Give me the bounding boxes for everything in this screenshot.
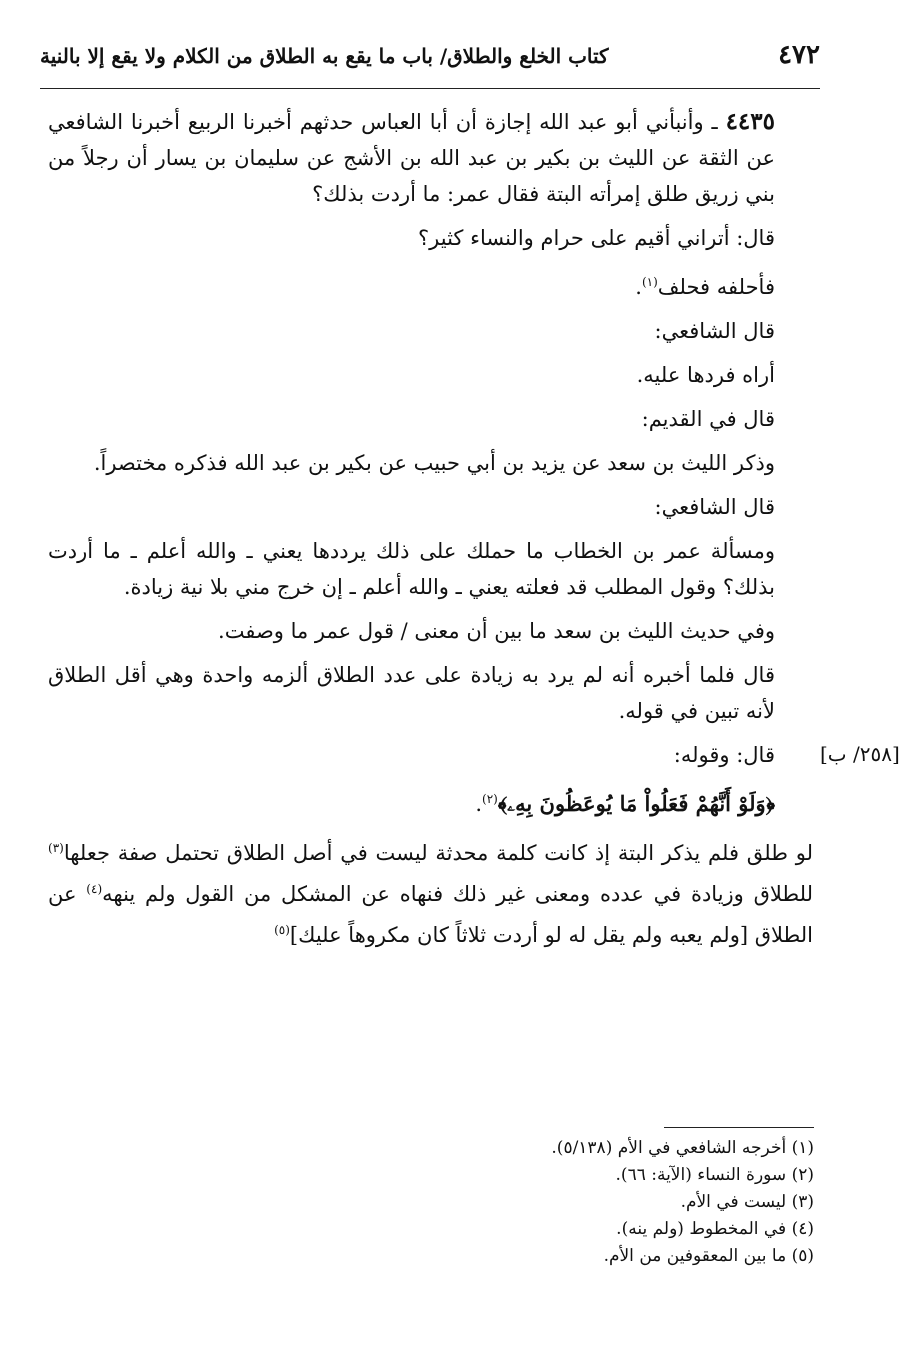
paragraph bbox=[48, 401, 813, 437]
paragraph-text: ومسألة عمر بن الخطاب ما حملك على ذلك يرددها يعني ـ والله أعلم ـ ما أردت بذلك؟ وقول المطلب قد فعلته يعني ـ والله أعلم ـ إن خرج مني بلا نية زيادة. bbox=[48, 539, 775, 599]
paragraph-text: وذكر الليث بن سعد عن يزيد بن أبي حبيب عن بكير بن عبد الله فذكره مختصراً. bbox=[93, 451, 775, 475]
paragraph-text: قال فلما أخبره أنه لم يرد به زيادة على عدد الطلاق ألزمه واحدة وهي أقل الطلاق لأنه تبين في قوله. bbox=[48, 663, 775, 723]
main-text bbox=[48, 104, 813, 961]
margin-reference: [٢٥٨/ ب] bbox=[820, 742, 900, 766]
paragraph bbox=[48, 445, 813, 481]
footnote-marker: (٤) bbox=[86, 882, 103, 896]
quran-text: ﴿وَلَوْ أَنَّهُمْ فَعَلُواْ مَا يُوعَظُونَ بِهِۦ﴾ bbox=[497, 791, 775, 816]
footnote-marker: (٢) bbox=[482, 792, 498, 806]
paragraph bbox=[48, 357, 813, 393]
footnote: (٥) ما بين المعقوفين من الأم. bbox=[603, 1246, 814, 1266]
paragraph bbox=[48, 489, 813, 525]
header-divider bbox=[40, 88, 820, 89]
paragraph-text: قال الشافعي: bbox=[654, 495, 775, 519]
paragraph-hadith bbox=[48, 104, 813, 212]
paragraph bbox=[48, 737, 813, 773]
paragraph-text: قال الشافعي: bbox=[654, 319, 775, 343]
paragraph bbox=[48, 220, 813, 256]
paragraph bbox=[48, 657, 813, 729]
footnote-marker: (١) bbox=[641, 275, 658, 289]
footnote: (٤) في المخطوط (ولم ينه). bbox=[616, 1219, 814, 1239]
paragraph-text: عن الطلاق [ولم يعبه ولم يقل له لو أردت ثلاثاً كان مكروهاً عليك] bbox=[48, 882, 813, 947]
page-number: ٤٧٢ bbox=[778, 40, 820, 70]
paragraph-text: لو طلق فلم يذكر البتة إذ كانت كلمة محدثة ليست في أصل الطلاق تحتمل صفة جعلها bbox=[63, 841, 813, 865]
paragraph-text: قال: وقوله: bbox=[673, 743, 775, 767]
hadith-number: ٤٤٣٥ bbox=[725, 108, 775, 135]
paragraph bbox=[48, 613, 813, 649]
paragraph-text: أراه فردها عليه. bbox=[636, 363, 775, 387]
footnote: (٣) ليست في الأم. bbox=[680, 1192, 814, 1212]
paragraph-text: وفي حديث الليث بن سعد ما بين أن معنى / قول عمر ما وصفت. bbox=[218, 619, 775, 643]
footnotes bbox=[114, 1135, 814, 1270]
paragraph bbox=[48, 264, 813, 305]
paragraph-text: . bbox=[635, 275, 642, 299]
paragraph-text: ـ وأنبأني أبو عبد الله إجازة أن أبا العباس حدثهم أخبرنا الربيع أخبرنا الشافعي عن الثقة عن الليث بن بكير بن عبد الله بن الأشج عن سليمان بن يسار أن رجلاً من بني زريق طلق إمرأته البتة فقال عمر: ما أردت بذلك؟ bbox=[48, 110, 775, 206]
paragraph-text: قال في القديم: bbox=[641, 407, 775, 431]
footnote: (٢) سورة النساء (الآية: ٦٦). bbox=[615, 1165, 814, 1185]
paragraph bbox=[48, 533, 813, 605]
footnote: (١) أخرجه الشافعي في الأم (٥/١٣٨). bbox=[551, 1138, 814, 1158]
paragraph-text: . bbox=[475, 792, 483, 816]
footnote-divider bbox=[664, 1127, 814, 1128]
paragraph bbox=[48, 830, 813, 953]
quran-verse bbox=[48, 781, 813, 822]
paragraph-text: للطلاق وزيادة في عدده ومعنى غير ذلك فنهاه عن المشكل من القول ولم ينهه bbox=[102, 882, 813, 906]
paragraph bbox=[48, 313, 813, 349]
paragraph-text: قال: أتراني أقيم على حرام والنساء كثير؟ bbox=[418, 226, 775, 250]
running-title: كتاب الخلع والطلاق/ باب ما يقع به الطلاق من الكلام ولا يقع إلا بالنية bbox=[40, 44, 609, 68]
footnote-marker: (٥) bbox=[274, 923, 290, 937]
footnote-marker: (٣) bbox=[48, 841, 64, 855]
paragraph-text: فأحلفه فحلف bbox=[657, 275, 775, 299]
page-header bbox=[40, 38, 820, 78]
